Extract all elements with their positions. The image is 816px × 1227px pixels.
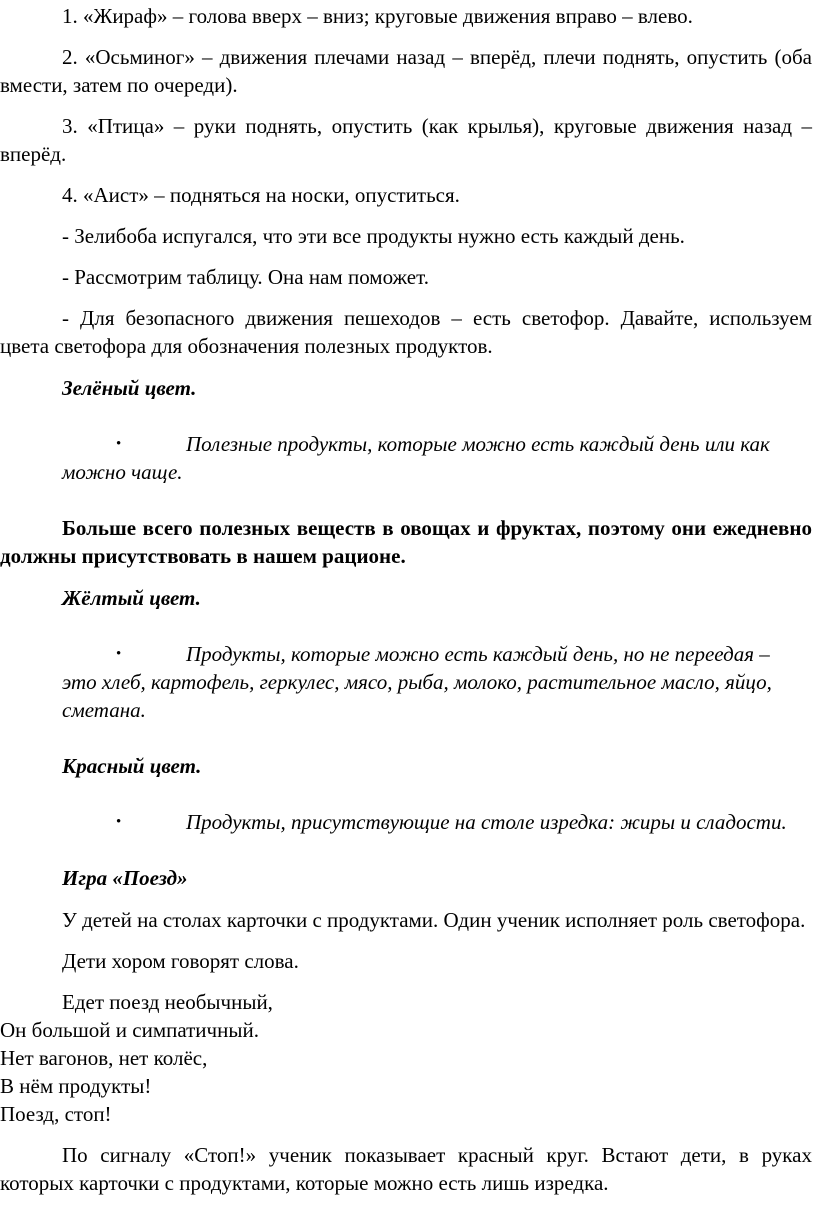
exercise-bird: 3. «Птица» – руки поднять, опустить (как крылья), круговые движения назад – вперёд. — [0, 114, 812, 166]
red-bullet-text: Продукты, присутствующие на столе изредка: жиры и сладости. — [186, 810, 787, 834]
exercise-octopus: 2. «Осьминог» – движения плечами назад – вперёд, плечи поднять, опустить (оба вмести, затем по очереди). — [0, 45, 812, 97]
game-stop-signal: По сигналу «Стоп!» ученик показывает красный круг. Встают дети, в руках которых карточки с продуктами, которые можно есть лишь изредка. — [0, 1143, 812, 1195]
paragraph-table: - Рассмотрим таблицу. Она нам поможет. — [62, 265, 429, 289]
game-chorus: Дети хором говорят слова. — [62, 949, 299, 973]
game-heading: Игра «Поезд» — [62, 866, 188, 890]
poem-line: Нет вагонов, нет колёс, — [0, 1046, 208, 1070]
green-bullet-text: Полезные продукты, которые можно есть каждый день или как можно чаще. — [62, 432, 770, 484]
bullet-icon: • — [116, 436, 122, 452]
yellow-heading: Жёлтый цвет. — [62, 586, 201, 610]
green-heading: Зелёный цвет. — [62, 376, 197, 400]
paragraph-traffic-light: - Для безопасного движения пешеходов – есть светофор. Давайте, используем цвета светофора для обозначения полезных продуктов. — [0, 306, 812, 358]
poem-line: Поезд, стоп! — [0, 1102, 112, 1126]
red-bullet — [0, 808, 812, 836]
yellow-bullet — [0, 640, 812, 724]
exercise-giraffe: 1. «Жираф» – голова вверх – вниз; круговые движения вправо – влево. — [62, 4, 693, 28]
bullet-icon: • — [116, 814, 122, 830]
green-bullet — [0, 430, 812, 486]
poem — [0, 988, 812, 1128]
green-note: Больше всего полезных веществ в овощах и фруктах, поэтому они ежедневно должны присутствовать в нашем рационе. — [0, 516, 812, 568]
poem-line: Он большой и симпатичный. — [0, 1018, 259, 1042]
red-heading: Красный цвет. — [62, 754, 202, 778]
bullet-icon: • — [116, 646, 122, 662]
poem-line: В нём продукты! — [0, 1074, 152, 1098]
game-description: У детей на столах карточки с продуктами. Один ученик исполняет роль светофора. — [62, 908, 806, 932]
yellow-bullet-text: Продукты, которые можно есть каждый день, но не переедая – это хлеб, картофель, геркулес, мясо, рыба, молоко, растительное масло, яйцо, сметана. — [62, 642, 772, 722]
paragraph-zeliboba: - Зелибоба испугался, что эти все продукты нужно есть каждый день. — [62, 224, 685, 248]
exercise-stork: 4. «Аист» – подняться на носки, опуститься. — [62, 183, 460, 207]
poem-line: Едет поезд необычный, — [62, 990, 273, 1014]
